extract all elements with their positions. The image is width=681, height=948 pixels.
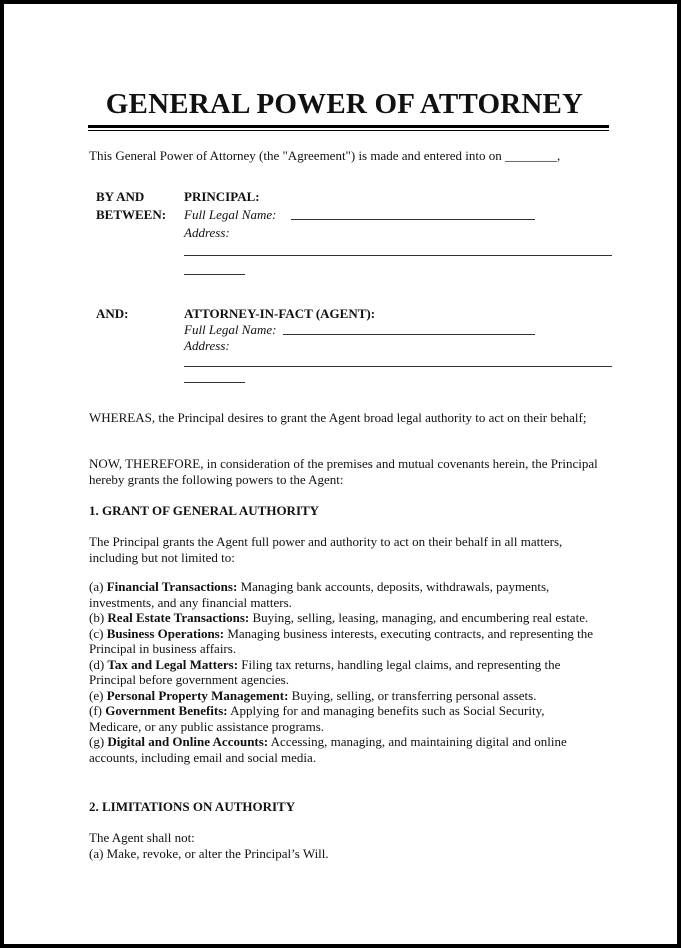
- title-double-rule: [88, 125, 609, 131]
- now-therefore-paragraph: [89, 456, 599, 487]
- section-1-heading: 1. GRANT OF GENERAL AUTHORITY: [89, 503, 320, 518]
- now-therefore-text: NOW, THEREFORE, in consideration of the premises and mutual covenants herein, the Principal hereby grants the following powers to the Agent:: [89, 456, 598, 487]
- principal-heading: PRINCIPAL:: [184, 189, 260, 204]
- powers-list: [89, 579, 599, 765]
- item-prefix: (e): [89, 687, 107, 703]
- principal-address-blank-2[interactable]: [184, 274, 245, 275]
- section-2-heading: 2. LIMITATIONS ON AUTHORITY: [89, 799, 296, 814]
- item-label: Digital and Online Accounts:: [107, 734, 269, 749]
- item-text: Accessing, managing, and maintaining digital and online accounts, including email and social media.: [89, 734, 567, 765]
- principal-name-label: Full Legal Name:: [184, 207, 277, 222]
- item-text: Managing business interests, executing contracts, and representing the Principal in business affairs.: [89, 625, 594, 656]
- whereas-paragraph: [89, 410, 599, 426]
- section-1-intro: [89, 534, 599, 565]
- list-item: [89, 579, 599, 610]
- agent-name-blank[interactable]: [283, 334, 535, 335]
- item-prefix: (g): [89, 734, 108, 749]
- list-item: [89, 610, 599, 626]
- agent-name-label: Full Legal Name:: [184, 322, 277, 337]
- document-title: GENERAL POWER OF ATTORNEY: [105, 88, 584, 120]
- list-item: [89, 688, 599, 704]
- item-label: Tax and Legal Matters:: [107, 656, 239, 672]
- agent-heading: ATTORNEY-IN-FACT (AGENT):: [184, 306, 376, 321]
- item-label: Real Estate Transactions:: [107, 610, 250, 625]
- item-label: Business Operations:: [106, 625, 225, 641]
- item-label: Financial Transactions:: [106, 579, 238, 594]
- item-label: Government Benefits:: [105, 703, 228, 718]
- list-item: [89, 734, 599, 765]
- item-text: Applying for and managing benefits such as Social Security, Medicare, or any public assistance programs.: [89, 703, 545, 734]
- principal-address-blank-1[interactable]: [184, 255, 612, 256]
- item-text: Buying, selling, or transferring personal assets.: [288, 687, 537, 703]
- list-item: [89, 703, 599, 734]
- item-prefix: (d): [89, 656, 108, 672]
- item-label: Personal Property Management:: [106, 687, 289, 703]
- list-item: [89, 626, 599, 657]
- list-item: [89, 657, 599, 688]
- item-prefix: (c): [89, 625, 107, 641]
- item-prefix: (b): [89, 610, 108, 625]
- intro-sentence: This General Power of Attorney (the "Agreement") is made and entered into on ________,: [89, 148, 561, 163]
- between-label: BETWEEN:: [96, 207, 167, 222]
- item-prefix: (a): [89, 579, 107, 594]
- item-prefix: (f): [89, 703, 106, 718]
- section-2-intro: The Agent shall not:: [89, 830, 195, 845]
- item-text: Managing bank accounts, deposits, withdrawals, payments, investments, and any financial matters.: [89, 579, 550, 610]
- and-label: AND:: [96, 306, 129, 321]
- agent-address-label: Address:: [184, 338, 230, 353]
- item-text: Filing tax returns, handling legal claims, and representing the Principal before government agencies.: [89, 656, 561, 687]
- agent-address-blank-2[interactable]: [184, 382, 245, 383]
- section-2-item-a: (a) Make, revoke, or alter the Principal’s Will.: [89, 846, 329, 861]
- section-1-intro-text: The Principal grants the Agent full power and authority to act on their behalf in all matters, including but not limited to:: [89, 534, 563, 565]
- agent-address-blank-1[interactable]: [184, 366, 612, 367]
- item-text: Buying, selling, leasing, managing, and encumbering real estate.: [249, 610, 589, 625]
- by-and-label: BY AND: [96, 189, 145, 204]
- principal-name-blank[interactable]: [291, 219, 535, 220]
- whereas-text: WHEREAS, the Principal desires to grant the Agent broad legal authority to act on their behalf;: [89, 410, 587, 425]
- principal-address-label: Address:: [184, 225, 230, 240]
